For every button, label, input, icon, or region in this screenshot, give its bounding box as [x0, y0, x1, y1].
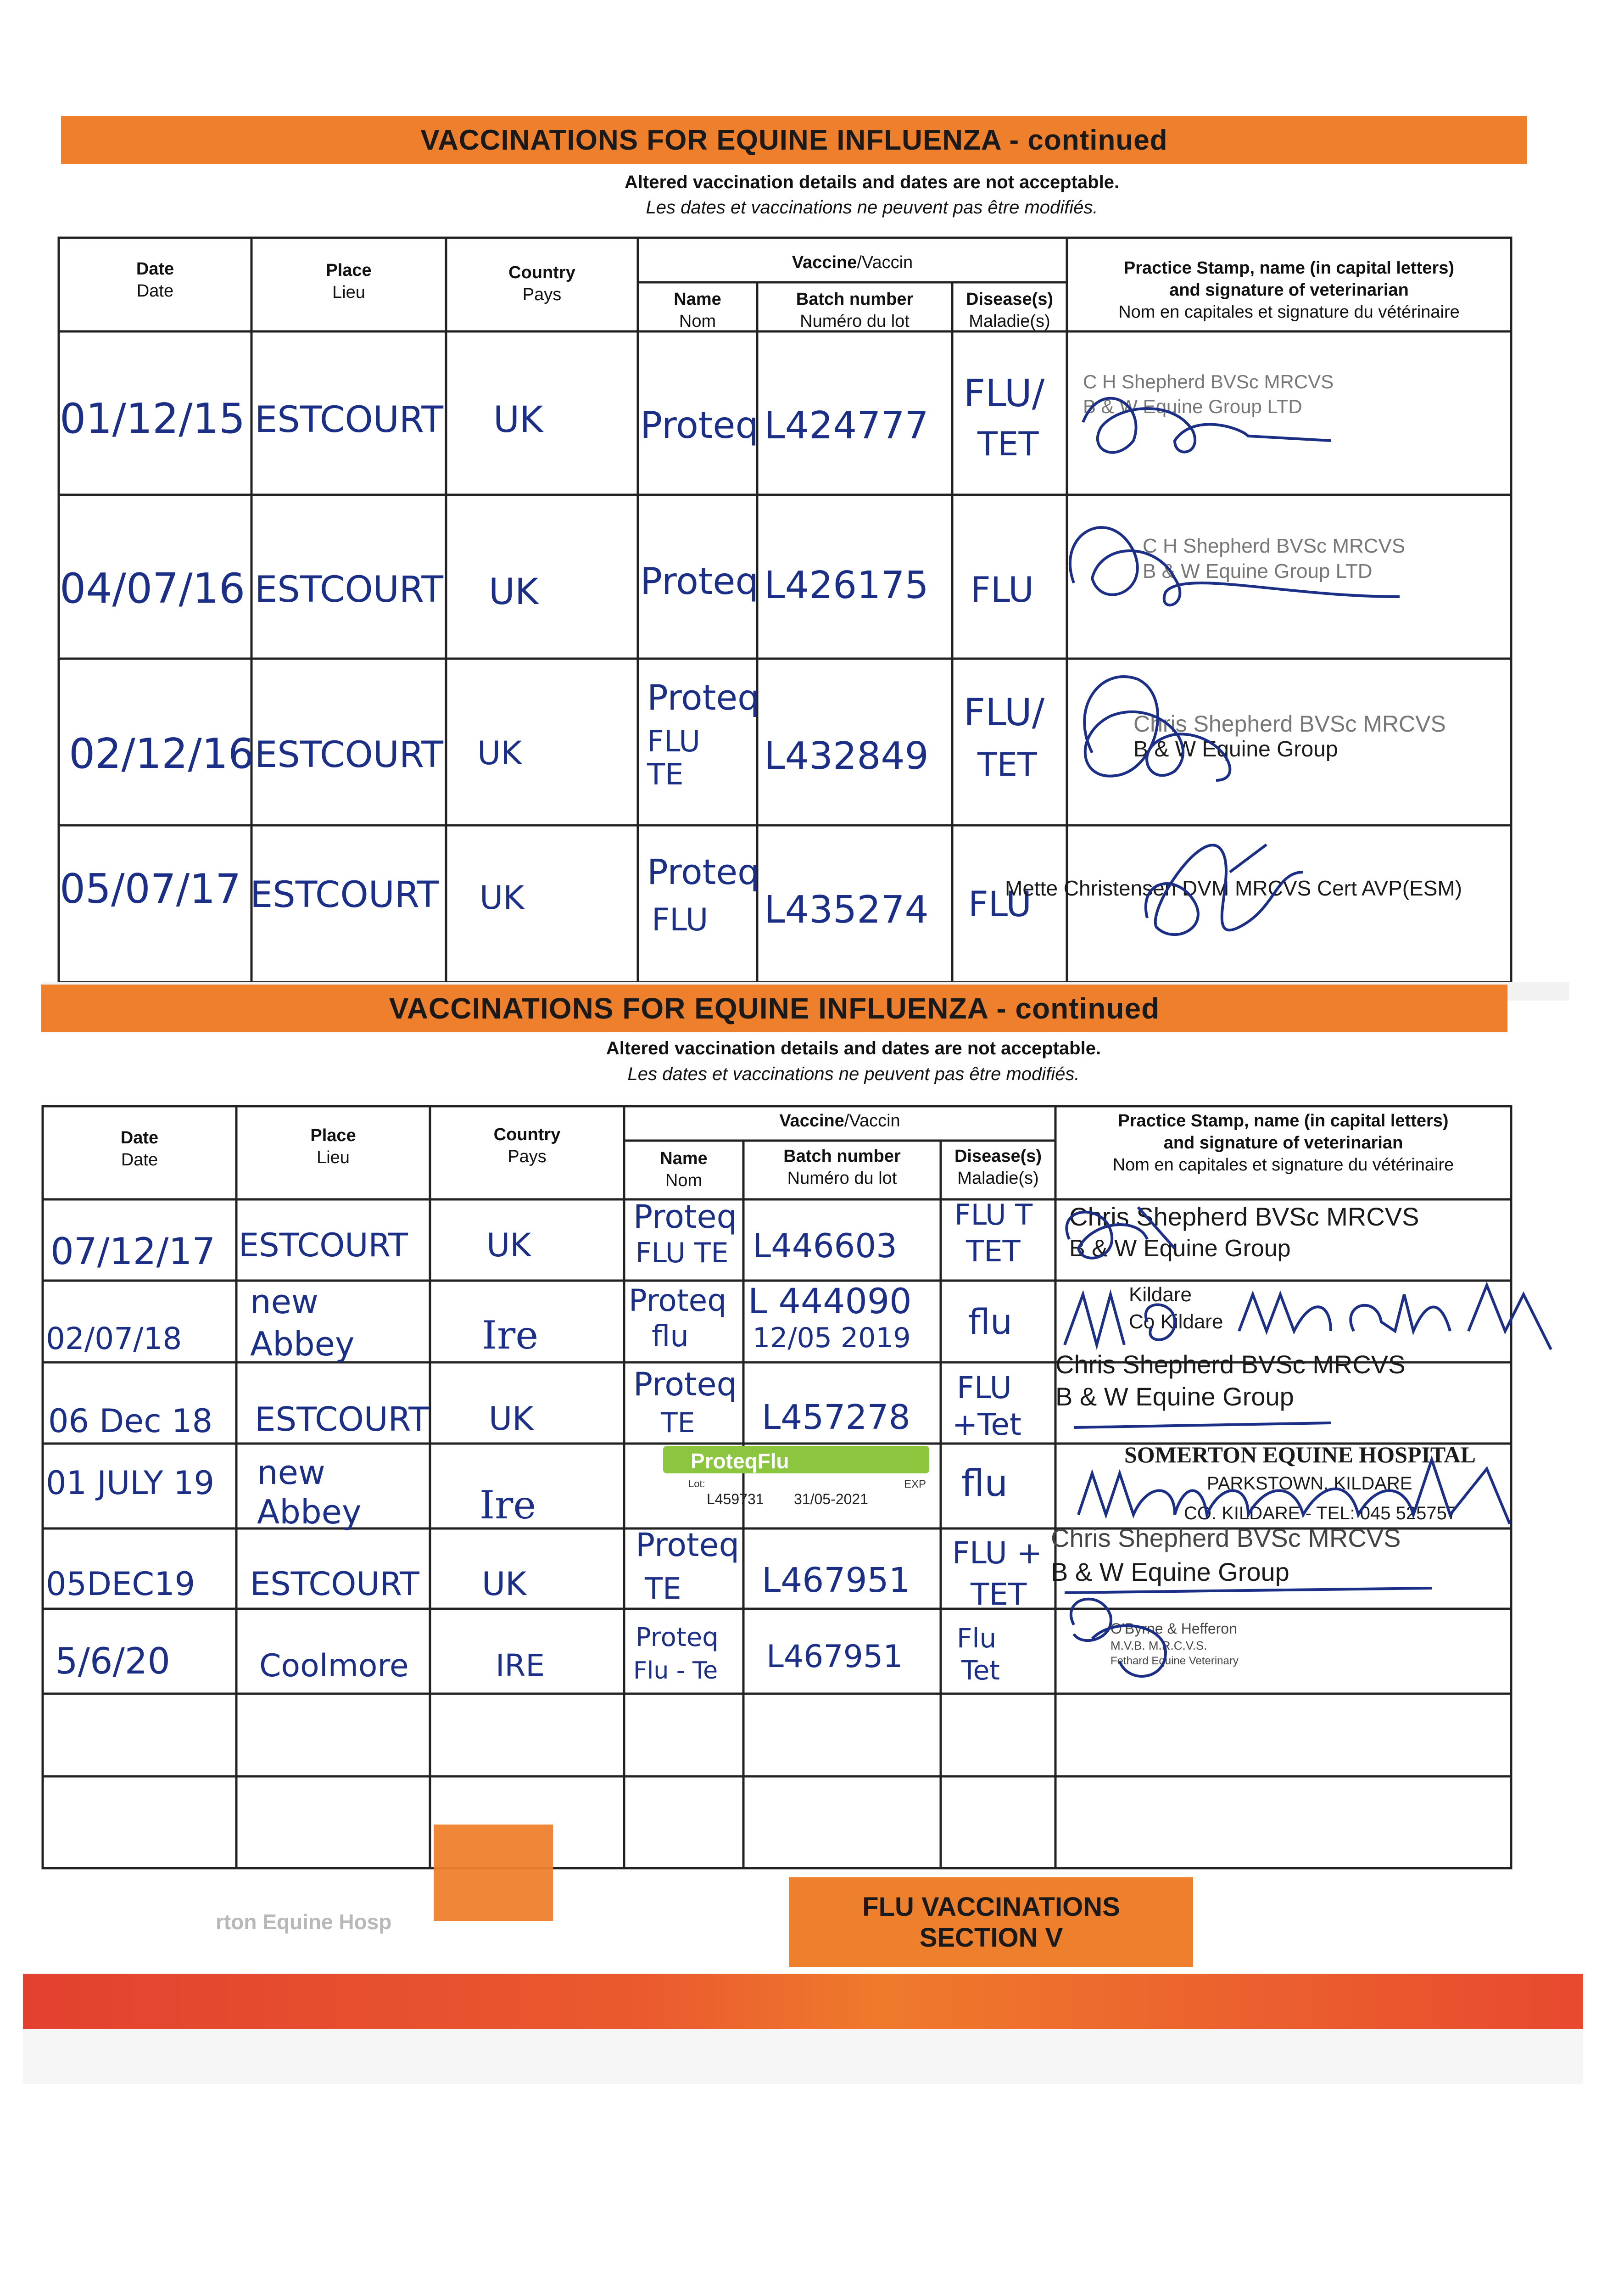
- bottom-notice-en: Altered vaccination details and dates are not acceptable.: [606, 1038, 1101, 1058]
- bottom-row1-disease1: FLU T: [954, 1198, 1033, 1231]
- section-box: [789, 1877, 1193, 1967]
- bottom-row1-stamp1: Chris Shepherd BVSc MRCVS: [1069, 1202, 1419, 1231]
- bottom-row5-name1: Proteq: [636, 1526, 739, 1564]
- bottom-row6-name2: Flu - Te: [633, 1657, 718, 1685]
- bottom-row3-name2: TE: [661, 1407, 695, 1439]
- bottom-header-country: Country Pays: [493, 1125, 561, 1166]
- bottom-row3-date: 06 Dec 18: [48, 1402, 213, 1440]
- top-row2-date: 04/07/16: [60, 565, 246, 613]
- top-row3-batch: L432849: [764, 734, 929, 778]
- top-row4-country: UK: [480, 879, 525, 917]
- top-row2-name: Proteq: [640, 560, 759, 603]
- bottom-row2-stamp1: Kildare: [1129, 1283, 1192, 1306]
- top-row4-batch: L435274: [764, 888, 929, 932]
- bottom-band-shadow: [23, 2029, 1583, 2084]
- bottom-row6-country: IRE: [496, 1648, 545, 1683]
- bottom-header-vaccine: Vaccine/Vaccin: [779, 1111, 900, 1131]
- top-row3-date: 02/12/16: [69, 730, 255, 778]
- bottom-row5-stamp1: Chris Shepherd BVSc MRCVS: [1051, 1523, 1401, 1552]
- top-row2-country: UK: [489, 571, 539, 613]
- top-header-date: Date Date: [136, 259, 174, 301]
- top-row1-country: UK: [493, 399, 543, 441]
- top-row2-stamp1: C H Shepherd BVSc MRCVS: [1143, 535, 1406, 557]
- top-header-country: Country Pays: [508, 263, 575, 304]
- bottom-header-batch: Batch number Numéro du lot: [783, 1147, 901, 1188]
- top-row3-country: UK: [477, 734, 522, 772]
- section-title-line1: FLU VACCINATIONS: [862, 1892, 1120, 1922]
- top-row4-name2: FLU: [652, 902, 709, 938]
- bottom-row4-country: Ire: [480, 1483, 536, 1528]
- bottom-row1-name1: Proteq: [633, 1198, 737, 1236]
- top-row1-date: 01/12/15: [60, 395, 246, 443]
- bottom-row4-stamp3: CO. KILDARE - TEL: 045 525757: [1184, 1503, 1457, 1523]
- top-row1-disease1: FLU/: [964, 372, 1045, 415]
- top-row2-stamp2: B & W Equine Group LTD: [1143, 560, 1373, 582]
- top-row2-place: ESTCOURT: [255, 569, 443, 610]
- bottom-row1-disease2: TET: [966, 1235, 1021, 1269]
- bottom-red-band: [23, 1974, 1583, 2029]
- bottom-row4-stamp1: SOMERTON EQUINE HOSPITAL: [1124, 1442, 1476, 1467]
- bottom-row6-stamp2: M.V.B. M.R.C.V.S.: [1111, 1639, 1207, 1652]
- top-row4-stamp1: Mette Christensen DVM MRCVS Cert AVP(ESM): [1005, 876, 1462, 900]
- top-notice-en: Altered vaccination details and dates are not acceptable.: [624, 172, 1120, 192]
- proteqflu-lot: L459731: [707, 1491, 764, 1507]
- bottom-notice-fr: Les dates et vaccinations ne peuvent pas être modifiés.: [627, 1064, 1080, 1084]
- bottom-row6-batch: L467951: [766, 1639, 903, 1675]
- bottom-header-place: Place Lieu: [310, 1126, 356, 1167]
- bottom-row6-date: 5/6/20: [55, 1641, 171, 1682]
- section-title-line2: SECTION V: [919, 1922, 1063, 1953]
- bottom-row4-disease1: flu: [961, 1462, 1008, 1505]
- top-header-place: Place Lieu: [326, 261, 372, 302]
- bottom-banner-title: VACCINATIONS FOR EQUINE INFLUENZA - continued: [389, 992, 1160, 1025]
- bottom-row5-name2: TE: [645, 1572, 681, 1606]
- bottom-row1-country: UK: [486, 1226, 531, 1264]
- top-row1-disease2: TET: [977, 425, 1039, 463]
- bottom-row2-name2: flu: [652, 1320, 689, 1354]
- bottom-header-name: Name Nom: [660, 1149, 708, 1190]
- faded-stamp-text: rton Equine Hosp: [216, 1910, 392, 1934]
- proteqflu-exp: 31/05-2021: [794, 1491, 868, 1507]
- bottom-row4-stamp2: PARKSTOWN, KILDARE: [1207, 1473, 1412, 1494]
- top-row3-place: ESTCOURT: [255, 734, 443, 776]
- bottom-row3-name1: Proteq: [633, 1366, 737, 1403]
- bottom-row1-name2: FLU TE: [636, 1237, 729, 1269]
- bottom-row2-date: 02/07/18: [46, 1321, 182, 1356]
- bottom-header-date: Date Date: [120, 1128, 159, 1170]
- bottom-row3-batch: L457278: [762, 1398, 910, 1437]
- bottom-row2-place: new Abbey: [250, 1282, 355, 1363]
- top-header-vaccine: Vaccine/Vaccin: [792, 253, 913, 272]
- bottom-row2-disease1: flu: [968, 1301, 1013, 1342]
- top-header-name: Name Nom: [674, 290, 721, 331]
- top-row3-disease2: TET: [977, 746, 1037, 784]
- bottom-row4-date: 01 JULY 19: [46, 1464, 214, 1502]
- bottom-row5-batch: L467951: [762, 1561, 910, 1600]
- top-header-disease: Disease(s) Maladie(s): [965, 290, 1054, 331]
- bottom-row3-disease2: +Tet: [952, 1407, 1021, 1442]
- top-row4-name1: Proteq: [647, 851, 760, 892]
- bottom-row6-name1: Proteq: [636, 1623, 719, 1652]
- top-row2-disease1: FLU: [971, 569, 1034, 610]
- bottom-header-stamp: Practice Stamp, name (in capital letters) and signature of veterinarian Nom en capitales et signature du vétérinaire: [1112, 1111, 1454, 1175]
- top-row4-date: 05/07/17: [60, 865, 241, 912]
- top-notice-fr: Les dates et vaccinations ne peuvent pas être modifiés.: [646, 197, 1098, 218]
- bottom-row5-disease1: FLU +: [952, 1535, 1043, 1571]
- bottom-row6-stamp3: Fethard Equine Veterinary: [1111, 1655, 1239, 1667]
- top-row1-batch: L424777: [764, 404, 929, 448]
- bottom-header-disease: Disease(s) Maladie(s): [954, 1147, 1042, 1188]
- top-row4-disease1: FLU: [968, 884, 1032, 924]
- top-banner-title: VACCINATIONS FOR EQUINE INFLUENZA - continued: [420, 124, 1168, 156]
- bottom-row5-country: UK: [482, 1565, 527, 1603]
- bottom-row1-place: ESTCOURT: [239, 1226, 408, 1264]
- bottom-row5-date: 05DEC19: [46, 1565, 195, 1603]
- bottom-row3-disease1: FLU: [957, 1370, 1012, 1405]
- top-row2-batch: L426175: [764, 564, 929, 607]
- top-row3-name2: FLU TE: [647, 725, 701, 792]
- proteqflu-exp-prefix: EXP: [904, 1478, 926, 1490]
- proteqflu-brand: ProteqFlu: [691, 1449, 789, 1473]
- bottom-row2-batch: L 444090: [748, 1281, 912, 1321]
- bottom-row1-date: 07/12/17: [50, 1230, 216, 1273]
- bottom-row2-name1: Proteq: [629, 1283, 727, 1318]
- top-row3-name1: Proteq: [647, 677, 760, 718]
- bottom-row3-stamp2: B & W Equine Group: [1055, 1382, 1294, 1411]
- bottom-row6-disease1: Flu: [957, 1623, 997, 1654]
- bottom-row5-place: ESTCOURT: [250, 1565, 419, 1603]
- proteqflu-lot-prefix: Lot:: [688, 1478, 705, 1489]
- bottom-row3-place: ESTCOURT: [255, 1400, 429, 1439]
- top-header-batch: Batch number Numéro du lot: [796, 290, 914, 331]
- top-row3-disease1: FLU/: [964, 691, 1045, 734]
- orange-sticker: [434, 1825, 553, 1921]
- bottom-row2-batch2: 12/05 2019: [753, 1322, 911, 1354]
- top-row1-place: ESTCOURT: [255, 399, 443, 441]
- top-row1-stamp1: C H Shepherd BVSc MRCVS: [1083, 371, 1334, 392]
- bottom-row1-stamp2: B & W Equine Group: [1069, 1235, 1291, 1262]
- bottom-row2-stamp2: Co Kildare: [1129, 1310, 1223, 1333]
- top-row1-name: Proteq: [640, 404, 759, 447]
- bottom-row6-stamp1: O'Byrne & Hefferon: [1111, 1620, 1237, 1637]
- bottom-row5-stamp2: B & W Equine Group: [1051, 1557, 1289, 1586]
- bottom-row2-country: Ire: [482, 1313, 539, 1358]
- top-row3-stamp2: B & W Equine Group: [1133, 737, 1338, 761]
- top-header-stamp: Practice Stamp, name (in capital letters) and signature of veterinarian Nom en capitales et signature du vétérinaire: [1118, 258, 1460, 322]
- bottom-row5-disease2: TET: [971, 1577, 1027, 1612]
- bottom-row1-batch: L446603: [753, 1226, 897, 1265]
- bottom-row6-place: Coolmore: [259, 1648, 409, 1684]
- bottom-row4-place: new Abbey: [257, 1453, 362, 1531]
- bottom-row3-country: UK: [489, 1400, 534, 1438]
- top-row3-stamp1: Chris Shepherd BVSc MRCVS: [1133, 711, 1446, 737]
- bottom-row6-disease2: Tet: [961, 1655, 1000, 1686]
- top-row4-place: ESTCOURT: [250, 874, 439, 916]
- top-row1-stamp2: B & W Equine Group LTD: [1083, 396, 1302, 417]
- bottom-row3-stamp1: Chris Shepherd BVSc MRCVS: [1055, 1350, 1406, 1379]
